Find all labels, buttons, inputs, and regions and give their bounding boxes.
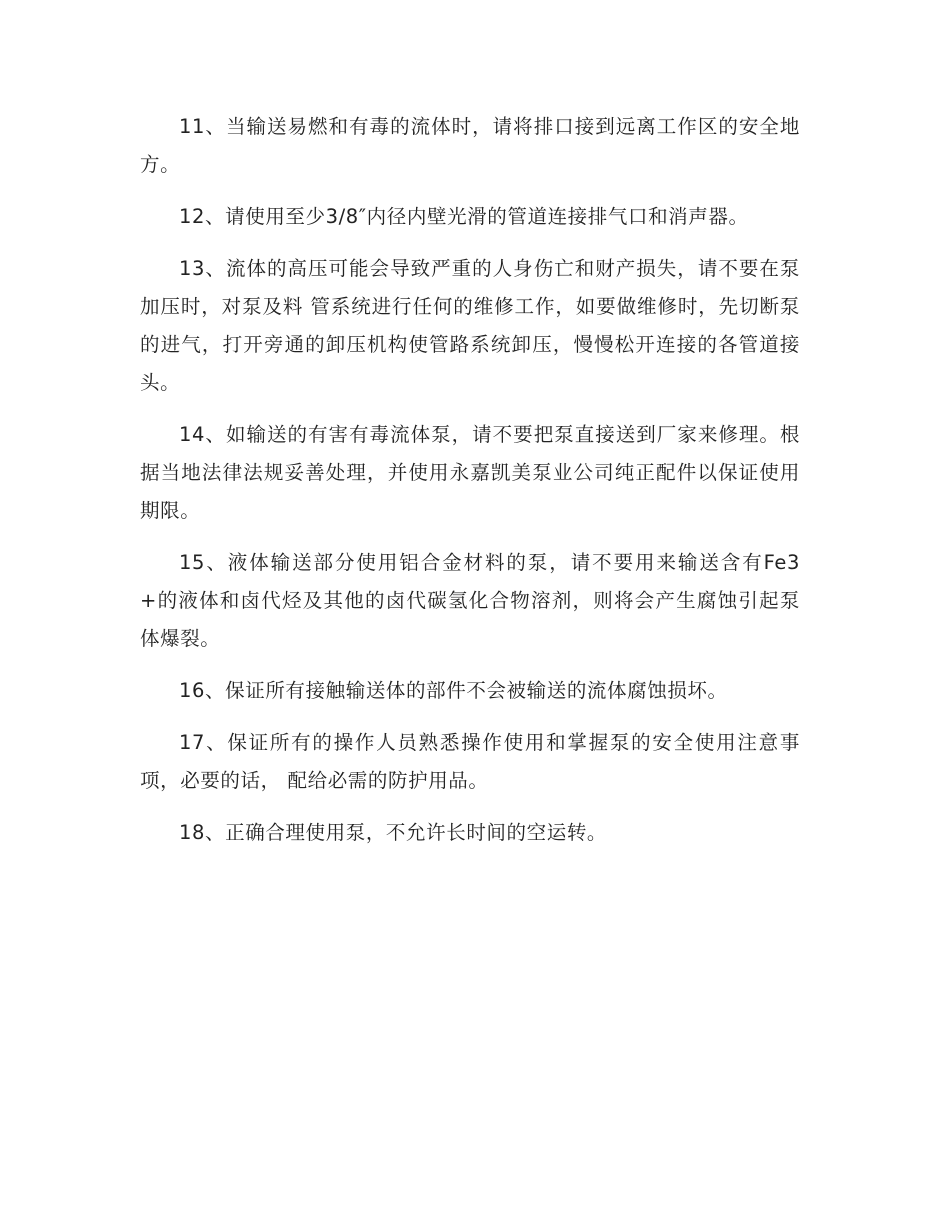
paragraph-14: 14、如输送的有害有毒流体泵，请不要把泵直接送到厂家来修理。根据当地法律法规妥善处理，并使用永嘉凯美泵业公司纯正配件以保证使用期限。	[140, 423, 800, 522]
paragraph-11: 11、当输送易燃和有毒的流体时，请将排口接到远离工作区的安全地方。	[140, 115, 800, 176]
paragraph-15: 15、液体输送部分使用铝合金材料的泵，请不要用来输送含有Fe3+的液体和卤代烃及其他的卤代碳氢化合物溶剂，则将会产生腐蚀引起泵体爆裂。	[140, 551, 800, 650]
paragraph-13: 13、流体的高压可能会导致严重的人身伤亡和财产损失，请不要在泵加压时，对泵及料 管系统进行任何的维修工作，如要做维修时，先切断泵的进气，打开旁通的卸压机构使管路系统卸压，慢慢松开连接的各管道接头。	[140, 257, 800, 394]
paragraph-16: 16、保证所有接触输送体的部件不会被输送的流体腐蚀损坏。	[179, 679, 728, 702]
paragraph-18: 18、正确合理使用泵，不允许长时间的空运转。	[179, 821, 608, 844]
document-body	[140, 108, 800, 866]
paragraph-12: 12、请使用至少3/8″内径内壁光滑的管道连接排气口和消声器。	[179, 205, 749, 228]
paragraph-17: 17、保证所有的操作人员熟悉操作使用和掌握泵的安全使用注意事项，必要的话， 配给必需的防护用品。	[140, 731, 800, 792]
